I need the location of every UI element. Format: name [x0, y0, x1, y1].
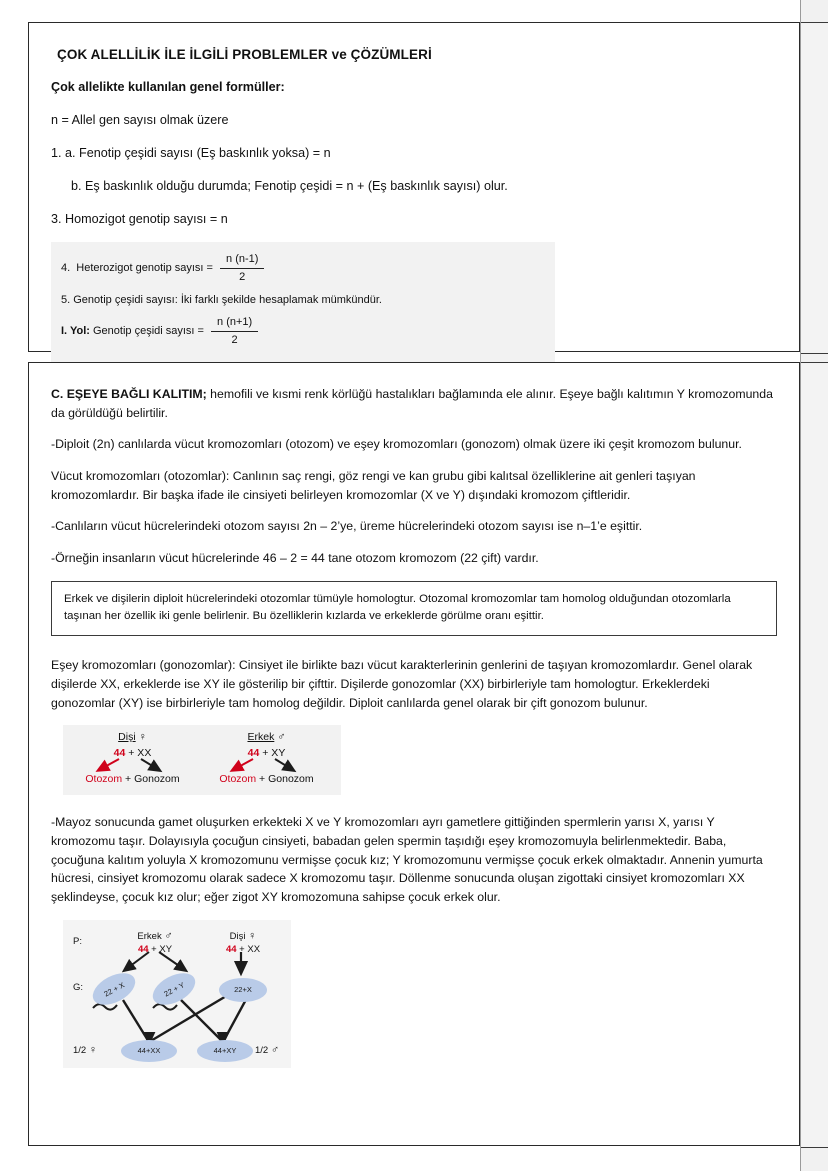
fraction-genotype: [211, 315, 258, 348]
parent-male-autosome-count: 44: [137, 943, 149, 955]
fraction-denominator: 2: [239, 271, 246, 284]
diagram-1-female-sum-rest: + XX: [125, 747, 152, 760]
parent-male-genotype-rest: + XY: [148, 943, 173, 955]
parent-male-title-row: [115, 930, 195, 942]
diagram-1-female-title-row: [63, 731, 202, 743]
section-c-heading-rest: hemofili ve kısmi renk körlüğü hastalıkları bağlamında ele alınır. Eşeye bağlı kalıtımın Y kromozomunda da görüldüğü belirtilir.: [51, 387, 773, 420]
diagram-1-female-group: [63, 725, 202, 795]
offspring-daughter-genotype: 44+XX: [121, 1040, 177, 1062]
paragraph-otozom-sayisi: -Canlıların vücut hücrelerindeki otozom sayısı 2n – 2’ye, üreme hücrelerindeki otozom sayısı ise n–1’e eşittir.: [51, 519, 643, 534]
diagram-1-female-operator: +: [122, 773, 135, 786]
diagram-1-male-sum: [197, 747, 336, 759]
diagram-1-male-otozom-label: Otozom: [219, 773, 257, 786]
page1-line-2: b. Eş baskınlık olduğu durumda; Fenotip çeşidi = n + (Eş baskınlık sayısı) olur.: [71, 178, 508, 193]
gamete-sperm-x: 22 + X: [88, 966, 141, 1011]
parent-female-title: Dişi: [229, 930, 246, 942]
page1-line-0: n = Allel gen sayısı olmak üzere: [51, 112, 229, 127]
fraction-numerator: n (n-1): [226, 253, 259, 266]
formula-item-5: 5. Genotip çeşidi sayısı: İki farklı şekilde hesaplamak mümkündür.: [61, 294, 382, 307]
diagram-1-female-sum: [63, 747, 202, 759]
diagram-1-female-gonozom-label: Gonozom: [134, 773, 180, 786]
formula-item-6: [61, 315, 541, 348]
diagram-1-female-terms: [63, 773, 202, 785]
female-symbol-icon: ♀: [248, 929, 257, 942]
gutter-page-2: [801, 362, 828, 1148]
offspring-son-genotype: 44+XY: [197, 1040, 253, 1062]
offspring-daughter-ratio: 1/2: [73, 1044, 87, 1056]
document-page-2: [28, 362, 800, 1146]
gutter-page-1: [801, 22, 828, 354]
section-c-heading-paragraph: [51, 385, 777, 422]
parent-female-genotype-rest: + XX: [236, 943, 261, 955]
parent-male-title: Erkek: [137, 930, 162, 942]
paragraph-diploit: -Diploit (2n) canlılarda vücut kromozomları (otozom) ve eşey kromozomları (gonozom) olmak üzere iki çeşit kromozom bulunur.: [51, 437, 742, 452]
paragraph-gonozomlar: Eşey kromozomları (gonozomlar): Cinsiyet ile birlikte bazı vücut karakterlerinin genlerini de taşıyan kromozomlardır. Genel olarak dişilerde XX, erkeklerde ise XY ile gösterilip bir çifttir. Dişilerde gonozomlar (XX) birbirleriyle tam homologtur. Erkeklerdeki gonozomlar (XY) ise birbirleriyle tam homolog değildir. Diploit canlılarda genel olarak bir çift gonozom bulunur.: [51, 658, 753, 710]
note-box: [51, 581, 777, 636]
page-gutter: [800, 0, 828, 1171]
diagram-1-female-autosome-count: 44: [113, 747, 126, 760]
female-symbol-icon: ♀: [88, 1043, 98, 1056]
diagram-1-male-title-row: [197, 731, 336, 743]
offspring-son-ratio-row: [255, 1044, 279, 1056]
fraction-numerator: n (n+1): [217, 316, 253, 329]
offspring-son-ratio: 1/2: [255, 1044, 269, 1056]
gamete-sperm-y: 22 + Y: [148, 966, 201, 1011]
document-page-1: [28, 22, 800, 352]
male-symbol-icon: ♂: [277, 731, 286, 744]
parent-female-title-row: [207, 930, 279, 942]
diagram-1-male-title: Erkek: [247, 731, 275, 744]
page-title: ÇOK ALELLİLİK İLE İLGİLİ PROBLEMLER ve ÇÖZÜMLERİ: [57, 47, 432, 62]
fraction-denominator: 2: [231, 333, 238, 346]
diagram-1-male-sum-rest: + XY: [259, 747, 286, 760]
parent-female-genotype: [207, 944, 279, 955]
gamete-egg-x: 22+X: [219, 978, 267, 1002]
row-label-gametes: G:: [73, 981, 84, 993]
male-symbol-icon: ♂: [164, 929, 173, 942]
diagram-1-male-gonozom-label: Gonozom: [268, 773, 314, 786]
row-label-parents: P:: [73, 935, 82, 947]
diagram-sex-determination-cross: [63, 920, 291, 1068]
note-box-text: Erkek ve dişilerin diploit hücrelerindeki otozomlar tümüyle homologtur. Otozomal kromozomlar tam homolog olduğundan otozomlarla taşınan her özellik iki genle belirlenir. Bu özelliklerin kızlarda ve erkeklerde görülme oranı eşittir.: [64, 592, 731, 623]
male-symbol-icon: ♂: [270, 1043, 280, 1056]
diagram-1-male-operator: +: [256, 773, 269, 786]
formula-item-6-prefix: I. Yol:: [61, 325, 90, 338]
formula-item-6-label: Genotip çeşidi sayısı =: [89, 325, 208, 338]
paragraph-ornek-46: -Örneğin insanların vücut hücrelerinde 46 – 2 = 44 tane otozom kromozom (22 çift) vardır.: [51, 551, 539, 566]
page1-line-1: 1. a. Fenotip çeşidi sayısı (Eş baskınlık yoksa) = n: [51, 145, 331, 160]
diagram-1-female-otozom-label: Otozom: [85, 773, 123, 786]
formula-panel: [51, 242, 555, 361]
section-c-heading: C. EŞEYE BAĞLI KALITIM;: [51, 387, 207, 401]
diagram-otozom-gonozom: [63, 725, 341, 795]
paragraph-otozomlar: Vücut kromozomları (otozomlar): Canlının saç rengi, göz rengi ve kan grubu gibi kalıtsal özelliklerine ait genleri taşıyan kromozomlardır. Bir başka ifade ile cinsiyeti belirleyen kromozomlar (X ve Y) dışındaki kromozom çiftleridir.: [51, 469, 696, 502]
parent-male-genotype: [115, 944, 195, 955]
parent-female-autosome-count: 44: [225, 943, 237, 955]
fraction-heterozygous: [220, 252, 264, 285]
offspring-daughter-ratio-row: [73, 1044, 97, 1056]
page1-line-3: 3. Homozigot genotip sayısı = n: [51, 211, 228, 226]
diagram-1-male-terms: [197, 773, 336, 785]
formula-item-4: [61, 252, 541, 285]
formula-item-4-label: 4. Heterozigot genotip sayısı =: [61, 262, 217, 275]
page1-subtitle: Çok allelikte kullanılan genel formüller:: [51, 80, 285, 94]
paragraph-mayoz: -Mayoz sonucunda gamet oluşurken erkekteki X ve Y kromozomları ayrı gametlere gittiğinden spermlerin yarısı X, yarısı Y kromozomu taşır. Dolayısıyla çocuğun cinsiyeti, babadan gelen spermin taşıdığı eşey kromozomuyla belirlenmektedir. Baba, çocuğuna kalıtım yoluyla X kromozomunu vermişse çocuk kız; Y kromozomunu vermişse çocuk erkek olmaktadır. Annenin yumurta hücresi, cinsiyet kromozomu olarak sadece X kromozomu taşır. Döllenme sonucunda oluşan zigottaki cinsiyet kromozomları XX şeklindeyse, çocuk kız olur; eğer zigot XY kromozomuna sahipse çocuk erkek olur.: [51, 815, 763, 904]
diagram-1-male-group: [197, 725, 336, 795]
female-symbol-icon: ♀: [138, 731, 147, 744]
diagram-1-male-autosome-count: 44: [247, 747, 260, 760]
diagram-1-female-title: Dişi: [118, 731, 136, 744]
